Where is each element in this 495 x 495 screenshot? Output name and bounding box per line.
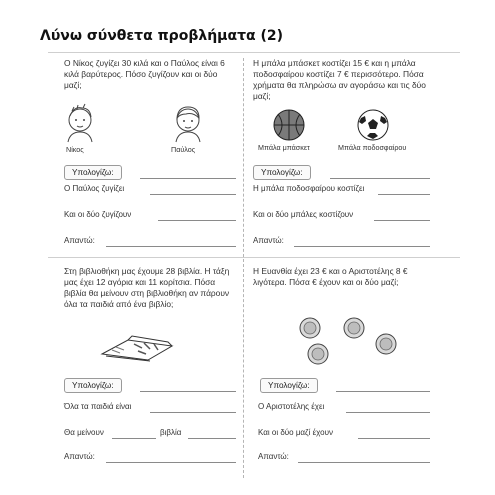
q1-calc-box: Υπολογίζω:	[64, 165, 122, 180]
q2-line2-blank[interactable]	[374, 220, 430, 221]
q2-line2-label: Και οι δύο μπάλες κοστίζουν	[253, 210, 354, 219]
q3-answer-blank[interactable]	[106, 462, 236, 463]
q3-line2-suffix: βιβλία	[160, 428, 182, 437]
q3-line2-label: Θα μείνουν	[64, 428, 104, 437]
basketball-drawing	[272, 108, 306, 142]
worksheet-title: Λύνω σύνθετα προβλήματα (2)	[40, 28, 284, 44]
q3-line1-label: Όλα τα παιδιά είναι	[64, 402, 132, 411]
boy-pavlos-drawing	[168, 102, 208, 142]
q1-answer-blank[interactable]	[106, 246, 236, 247]
soccer-ball-drawing	[356, 108, 390, 142]
q3-line1-blank[interactable]	[150, 412, 236, 413]
q1-calc-line[interactable]	[140, 178, 236, 179]
q1-line2-blank[interactable]	[158, 220, 236, 221]
middle-divider	[48, 257, 460, 258]
q2-calc-box: Υπολογίζω:	[253, 165, 311, 180]
q2-calc-line[interactable]	[330, 178, 430, 179]
vertical-divider	[243, 58, 244, 478]
label-pavlos: Παύλος	[171, 145, 196, 154]
label-nikos: Νίκος	[66, 145, 84, 154]
q1-line1-blank[interactable]	[150, 194, 236, 195]
q4-answer-label: Απαντώ:	[258, 452, 289, 461]
label-basketball: Μπάλα μπάσκετ	[258, 143, 310, 152]
q3-line2-tail-blank[interactable]	[188, 438, 236, 439]
q3-line2-blank[interactable]	[112, 438, 156, 439]
q2-line1-label: Η μπάλα ποδοσφαίρου κοστίζει	[253, 184, 365, 193]
boy-nikos-drawing	[60, 102, 100, 142]
q4-line2-blank[interactable]	[358, 438, 430, 439]
q2-line1-blank[interactable]	[378, 194, 430, 195]
q4-calc-box: Υπολογίζω:	[260, 378, 318, 393]
q4-text: Η Ευανθία έχει 23 € και ο Αριστοτέλης 8 € λιγότερα. Πόσα € έχουν και οι δύο μαζί;	[253, 266, 408, 287]
q1-line2-label: Και οι δύο ζυγίζουν	[64, 210, 132, 219]
q1-answer-label: Απαντώ:	[64, 236, 95, 245]
books-drawing	[98, 332, 176, 362]
coins-drawing	[290, 314, 410, 370]
top-divider	[48, 52, 460, 53]
q4-answer-blank[interactable]	[298, 462, 430, 463]
q3-calc-line[interactable]	[140, 391, 236, 392]
label-soccer: Μπάλα ποδοσφαίρου	[338, 143, 407, 152]
q3-calc-box: Υπολογίζω:	[64, 378, 122, 393]
q3-answer-label: Απαντώ:	[64, 452, 95, 461]
q2-answer-label: Απαντώ:	[253, 236, 284, 245]
q1-text: Ο Νίκος ζυγίζει 30 κιλά και ο Παύλος είναι 6 κιλά βαρύτερος. Πόσο ζυγίζουν και οι δύο μαζί;	[64, 58, 225, 90]
q3-text: Στη βιβλιοθήκη μας έχουμε 28 βιβλία. Η τάξη μας έχει 12 αγόρια και 11 κορίτσια. Πόσα βιβλία θα μείνουν στη βιβλιοθήκη αν πάρουν όλα τα παιδιά από ένα βιβλίο;	[64, 266, 230, 309]
q2-text: Η μπάλα μπάσκετ κοστίζει 15 € και η μπάλα ποδοσφαίρου κοστίζει 7 € περισσότερο. Πόσα χρήματα θα πληρώσω αν αγοράσω και τις δύο μαζί;	[253, 58, 426, 101]
q4-line1-blank[interactable]	[346, 412, 430, 413]
q4-calc-line[interactable]	[336, 391, 430, 392]
q1-line1-label: Ο Παύλος ζυγίζει	[64, 184, 125, 193]
q4-line1-label: Ο Αριστοτέλης έχει	[258, 402, 325, 411]
q4-line2-label: Και οι δύο μαζί έχουν	[258, 428, 333, 437]
q2-answer-blank[interactable]	[294, 246, 430, 247]
